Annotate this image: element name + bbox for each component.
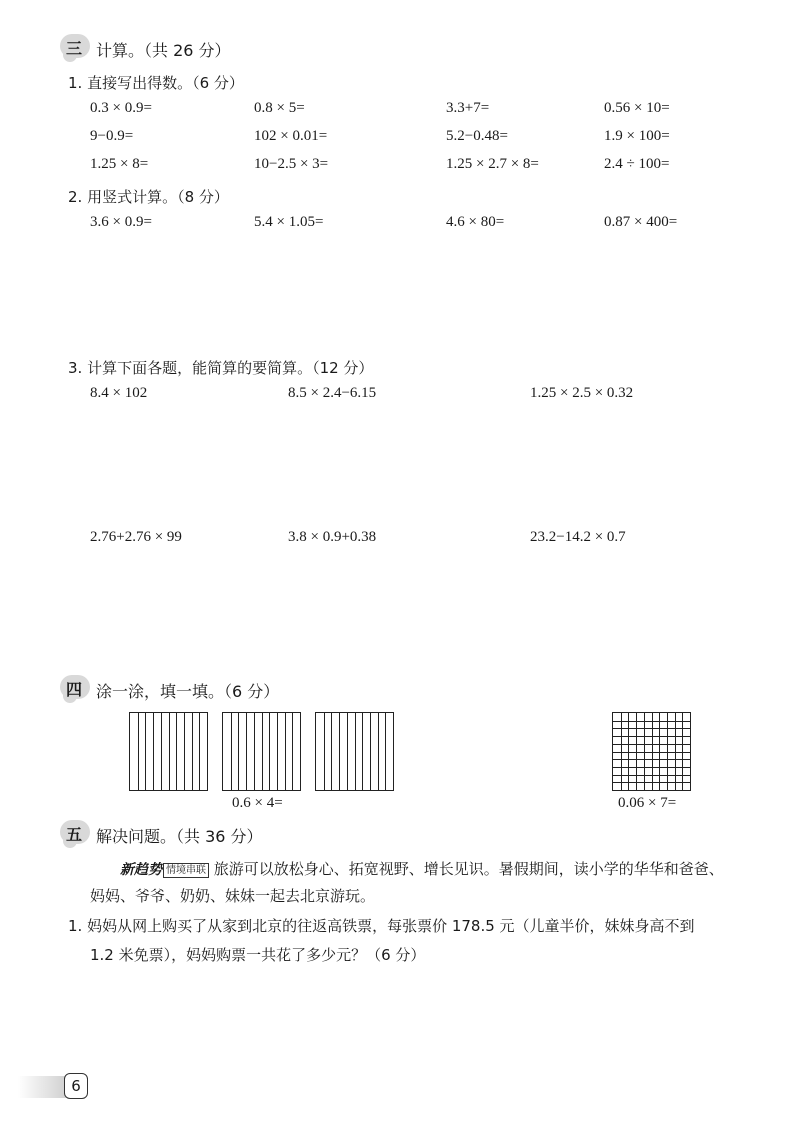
q2-item: 0.87 × 400= xyxy=(604,214,678,230)
intro-line-2: 妈妈、爷爷、奶奶、妹妹一起去北京游玩。 xyxy=(90,887,376,905)
grid-line-horizontal xyxy=(613,782,690,783)
problem-1-line-1: 1. 妈妈从网上购买了从家到北京的往返高铁票，每张票价 178.5 元（儿童半价，妹妹身高不到 xyxy=(68,917,695,935)
strip-divider xyxy=(385,713,386,790)
q1-item: 3.3+7= xyxy=(446,100,490,116)
section-5-number: 五 xyxy=(66,825,83,844)
grid-line-vertical xyxy=(682,713,683,790)
scenario-tag: 情境串联 xyxy=(163,863,209,878)
q1-item: 10−2.5 × 3= xyxy=(254,156,329,172)
q2-item: 4.6 × 80= xyxy=(446,214,505,230)
q2-item: 3.6 × 0.9= xyxy=(90,214,152,230)
strip-divider xyxy=(231,713,232,790)
strip-divider xyxy=(161,713,162,790)
grid-line-horizontal xyxy=(613,775,690,776)
strip-divider xyxy=(355,713,356,790)
q1-item: 9−0.9= xyxy=(90,128,134,144)
section-4-number: 四 xyxy=(66,680,83,699)
strip-divider xyxy=(292,713,293,790)
strip-divider xyxy=(262,713,263,790)
strip-divider xyxy=(362,713,363,790)
q3-item: 8.4 × 102 xyxy=(90,385,148,401)
grid-line-vertical xyxy=(675,713,676,790)
strip-divider xyxy=(138,713,139,790)
grid-line-vertical xyxy=(659,713,660,790)
strip-divider xyxy=(153,713,154,790)
strip-divider xyxy=(324,713,325,790)
caption-0-06x7: 0.06 × 7= xyxy=(618,795,677,811)
caption-0-6x4: 0.6 × 4= xyxy=(232,795,283,811)
section-3-badge xyxy=(60,34,90,58)
q3-item: 1.25 × 2.5 × 0.32 xyxy=(530,385,634,401)
q3-item: 8.5 × 2.4−6.15 xyxy=(288,385,377,401)
intro-line-1: 旅游可以放松身心、拓宽视野、增长见识。暑假期间，读小学的华华和爸爸、 xyxy=(213,860,724,878)
q2-item: 5.4 × 1.05= xyxy=(254,214,324,230)
q1-item: 0.8 × 5= xyxy=(254,100,305,116)
q3-item: 23.2−14.2 × 0.7 xyxy=(530,529,626,545)
q1-item: 1.25 × 8= xyxy=(90,156,149,172)
q1-item: 1.9 × 100= xyxy=(604,128,670,144)
strip-divider xyxy=(238,713,239,790)
hundred-grid[interactable] xyxy=(612,712,691,791)
q1-item: 2.4 ÷ 100= xyxy=(604,156,670,172)
strip-divider xyxy=(347,713,348,790)
strip-divider xyxy=(145,713,146,790)
strip-divider xyxy=(254,713,255,790)
q3-item: 2.76+2.76 × 99 xyxy=(90,529,182,545)
q1-item: 102 × 0.01= xyxy=(254,128,328,144)
page-number: 6 xyxy=(64,1073,88,1099)
scenario-intro xyxy=(120,858,724,879)
strip-divider xyxy=(269,713,270,790)
section-5-badge xyxy=(60,820,90,844)
page-number-bar xyxy=(18,1076,68,1098)
strip-divider xyxy=(192,713,193,790)
problem-1-line-2: 1.2 米免票），妈妈购票一共花了多少元？（6 分） xyxy=(90,946,426,964)
strip-divider xyxy=(370,713,371,790)
strip-divider xyxy=(176,713,177,790)
q3-title: 3. 计算下面各题，能简算的要简算。（12 分） xyxy=(68,359,374,377)
strip-divider xyxy=(277,713,278,790)
q1-title: 1. 直接写出得数。（6 分） xyxy=(68,74,244,92)
q1-item: 0.56 × 10= xyxy=(604,100,670,116)
section-4-title: 涂一涂，填一填。（6 分） xyxy=(96,682,280,701)
q1-item: 1.25 × 2.7 × 8= xyxy=(446,156,539,172)
section-4-badge xyxy=(60,675,90,699)
section-5-title: 解决问题。（共 36 分） xyxy=(96,827,263,846)
strip-divider xyxy=(378,713,379,790)
grid-line-vertical xyxy=(667,713,668,790)
q3-item: 3.8 × 0.9+0.38 xyxy=(288,529,377,545)
strip-square-2[interactable] xyxy=(222,712,301,791)
q2-title: 2. 用竖式计算。（8 分） xyxy=(68,188,229,206)
strip-divider xyxy=(246,713,247,790)
strip-divider xyxy=(199,713,200,790)
grid-line-horizontal xyxy=(613,767,690,768)
section-3-title: 计算。（共 26 分） xyxy=(96,41,231,60)
section-3-number: 三 xyxy=(66,39,83,58)
strip-divider xyxy=(285,713,286,790)
grid-line-horizontal xyxy=(613,752,690,753)
strip-divider xyxy=(169,713,170,790)
trend-tag: 新趋势 xyxy=(120,862,162,878)
strip-divider xyxy=(339,713,340,790)
q1-item: 0.3 × 0.9= xyxy=(90,100,152,116)
q1-item: 5.2−0.48= xyxy=(446,128,508,144)
grid-line-horizontal xyxy=(613,759,690,760)
strip-divider xyxy=(331,713,332,790)
strip-square-3[interactable] xyxy=(315,712,394,791)
strip-square-1[interactable] xyxy=(129,712,208,791)
strip-divider xyxy=(184,713,185,790)
